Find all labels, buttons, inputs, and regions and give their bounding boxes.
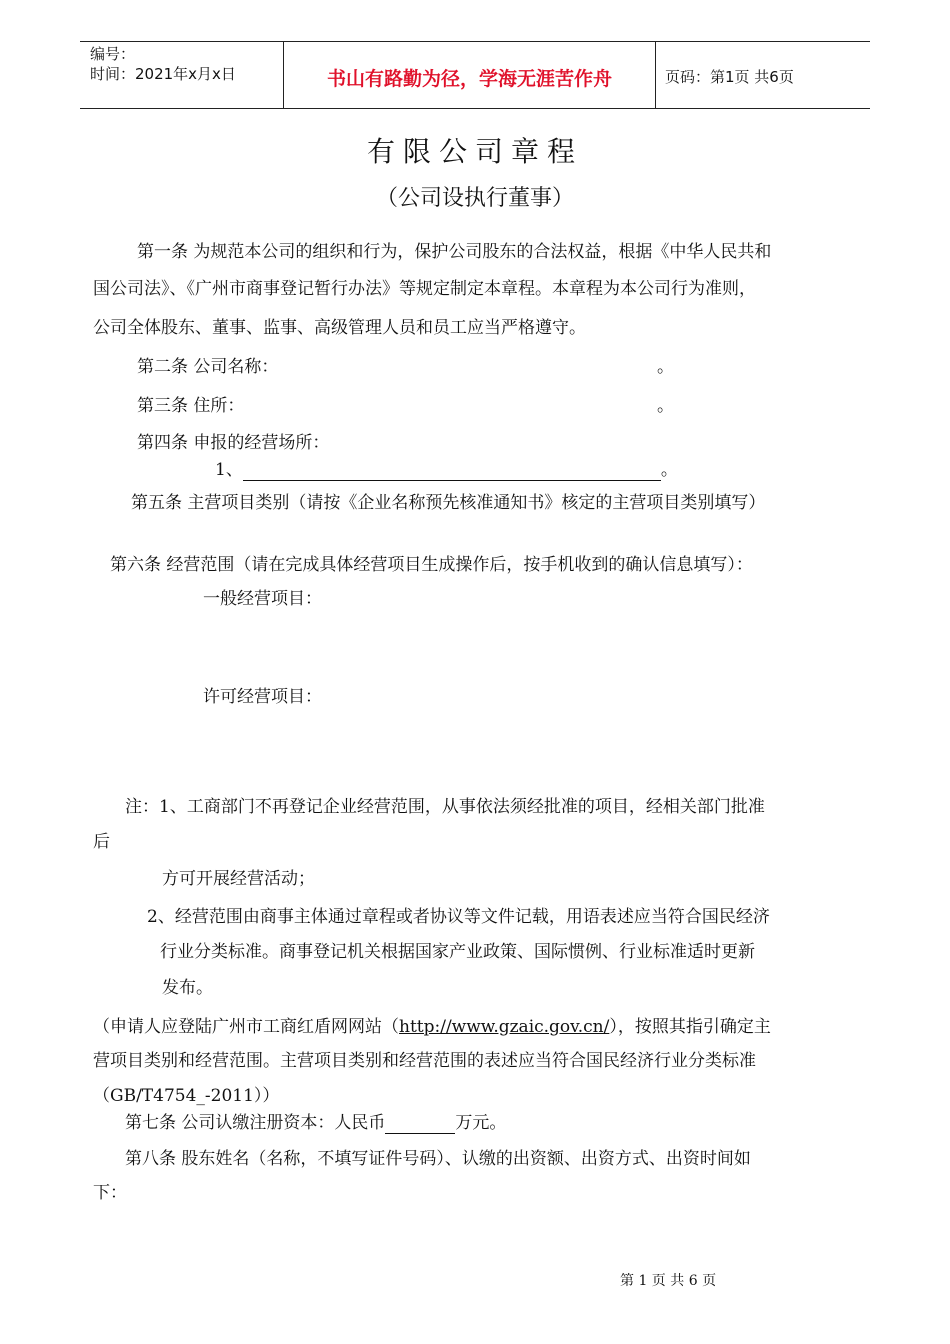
article-5-main-category: 第五条 主营项目类别（请按《企业名称预先核准通知书》核定的主营项目类别填写） (131, 493, 766, 513)
article-2-company-name: 第二条 公司名称： (137, 357, 279, 377)
note-1-line-2: 后 (93, 832, 110, 852)
note-2-line-1: 2、经营范围由商事主体通过章程或者协议等文件记载，用语表述应当符合国民经济 (147, 907, 770, 927)
document-title: 有限公司章程 (366, 135, 583, 168)
article-3-end-mark: 。 (657, 396, 674, 416)
footer-page-number: 第 1 页 共 6 页 (620, 1273, 717, 1289)
article-8-line-1: 第八条 股东姓名（名称，不填写证件号码）、认缴的出资额、出资方式、出资时间如 (125, 1149, 751, 1169)
article-8-line-2: 下： (93, 1183, 127, 1203)
article-6-business-scope: 第六条 经营范围（请在完成具体经营项目生成操作后，按手机收到的确认信息填写）： (110, 555, 753, 575)
header-left-cell (90, 44, 236, 84)
header-page-number: 页码：第1页 共6页 (665, 68, 794, 86)
note-2-line-2: 行业分类标准。商事登记机关根据国家产业政策、国际惯例、行业标准适时更新 (160, 942, 755, 962)
article-7-registered-capital (125, 1108, 506, 1134)
article-1-line-3: 公司全体股东、董事、监事、高级管理人员和员工应当严格遵守。 (93, 318, 586, 338)
item-number: 1、 (215, 460, 243, 480)
article-7-prefix: 第七条 公司认缴注册资本：人民币 (125, 1113, 386, 1133)
apply-note-line-3: （GB/T4754_-2011）） (93, 1086, 280, 1106)
header-motto: 书山有路勤为径，学海无涯苦作舟 (326, 68, 612, 90)
document-time-label: 时间：2021年x月x日 (90, 65, 236, 83)
note-1-line-1: 注：1、工商部门不再登记企业经营范围，从事依法须经批准的项目，经相关部门批准 (125, 797, 765, 817)
article-1-line-1: 第一条 为规范本公司的组织和行为，保护公司股东的合法权益，根据《中华人民共和 (137, 242, 772, 262)
apply-note-line-2: 营项目类别和经营范围。主营项目类别和经营范围的表述应当符合国民经济行业分类标准 (93, 1051, 756, 1071)
article-3-address: 第三条 住所： (137, 396, 245, 416)
page-header-table (80, 41, 870, 109)
article-4-item-1 (215, 455, 678, 481)
article-4-business-premises: 第四条 申报的经营场所： (137, 433, 330, 453)
licensed-business-items-label: 许可经营项目： (203, 687, 322, 707)
note-2-line-3: 发布。 (162, 978, 213, 998)
document-number-label: 编号： (90, 45, 136, 63)
item-end-mark: 。 (660, 460, 678, 480)
note-1-line-3: 方可开展经营活动； (162, 869, 315, 889)
article-1-line-2: 国公司法》、《广州市商事登记暂行办法》等规定制定本章程。本章程为本公司行为准则， (93, 279, 756, 299)
apply-note-line-1 (93, 1012, 771, 1037)
apply-note-suffix: ），按照其指引确定主 (609, 1017, 771, 1037)
article-7-suffix: 万元。 (455, 1113, 507, 1133)
premises-blank-line (243, 460, 661, 481)
article-2-end-mark: 。 (657, 357, 674, 377)
capital-amount-blank (385, 1113, 455, 1134)
apply-note-prefix: （申请人应登陆广州市工商红盾网网站（ (93, 1017, 399, 1037)
gzaic-website-link[interactable]: http://www.gzaic.gov.cn/ (399, 1017, 610, 1037)
general-business-items-label: 一般经营项目： (203, 589, 322, 609)
document-subtitle: （公司设执行董事） (375, 186, 574, 211)
